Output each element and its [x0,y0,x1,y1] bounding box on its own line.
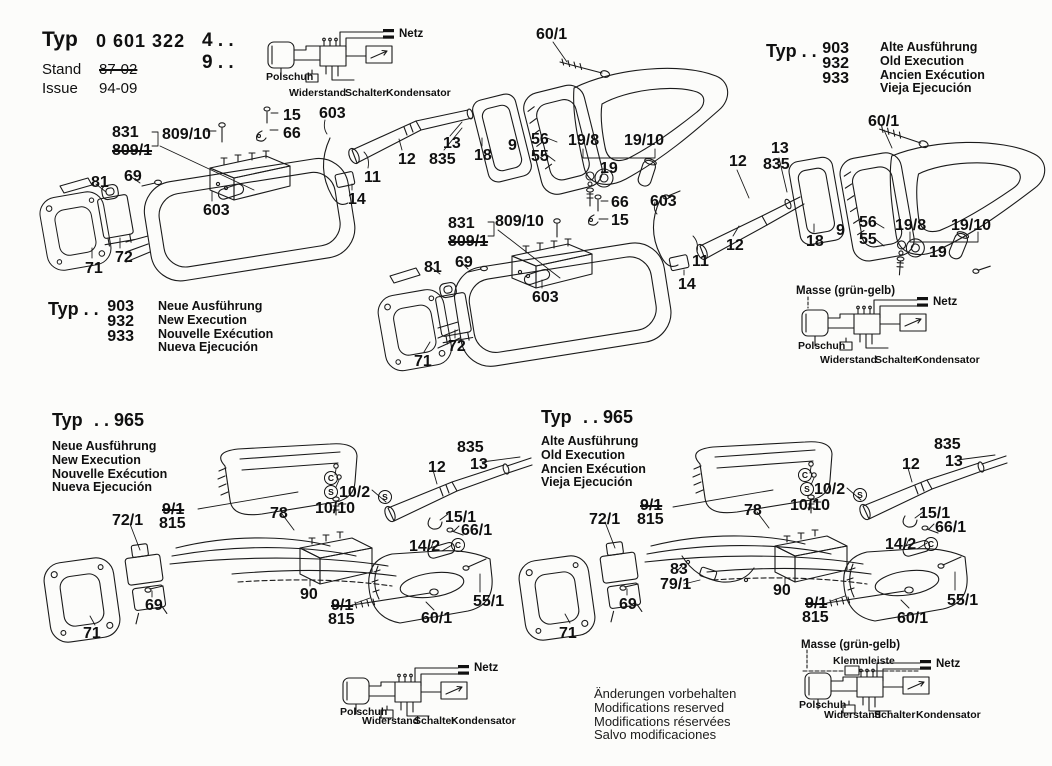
part-label: 14/2 [409,538,441,555]
part-label: 78 [744,502,762,519]
part-label: 81 [424,259,442,276]
exploded-view-top-left [37,107,473,285]
part-label: 835 [457,439,484,456]
part-label: 835 [763,156,790,173]
part-label: 81 [91,174,109,191]
part-label: 14/2 [885,536,917,553]
issue-value: 94-09 [99,80,138,97]
execution-line: Ancien Exécution [541,461,646,476]
part-label: 809/10 [495,213,544,230]
part-label: 66/1 [935,519,967,536]
execution-line: Neue Ausführung [158,299,263,313]
part-label: 79/1 [660,576,692,593]
wiring-label-masse: Masse (grün-gelb) [796,285,896,297]
part-label: 835 [934,436,961,453]
execution-list [52,440,167,495]
part-label: 14 [348,191,366,208]
circled-letter: S [324,485,338,499]
part-label: 15/1 [445,509,477,526]
model: 932 [107,313,134,330]
model: . . 965 [583,407,634,427]
execution-line: Nueva Ejecución [52,480,153,495]
wiring-label-polschuh: Polschuh [798,340,846,352]
part-label: 13 [470,456,488,473]
wiring-label-widerstand: Widerstand [289,87,347,99]
part-label: 69 [124,168,142,185]
part-label: 815 [637,511,664,528]
note-line: Änderungen vorbehalten [594,686,737,701]
part-label: 15 [611,212,629,229]
part-label: 83 [670,561,688,578]
wiring-label-kondensator: Kondensator [915,354,980,366]
note-line: Salvo modificaciones [594,727,717,743]
part-label: 19/8 [895,217,927,234]
handle-assembly-top-right [695,120,1047,285]
execution-line: Vieja Ejecución [880,81,972,96]
part-label: 69 [145,597,163,614]
wiring-label-widerstand: Widerstand [824,709,882,721]
part-label: 12 [729,153,747,170]
wiring-label-netz: Netz [933,296,958,308]
execution-list [158,300,273,355]
part-label: 72/1 [112,512,144,529]
part-label: 14 [678,276,696,293]
part-label: 10/2 [814,481,846,498]
model: 933 [107,328,134,345]
wiring-label-schalter: Schalter [345,87,387,99]
part-label: 72 [115,249,133,266]
part-label: 15 [283,107,301,124]
stand-label: Stand [42,61,82,78]
wiring-label-kondensator: Kondensator [451,715,516,727]
part-label: 19 [600,160,618,177]
part-label: 71 [83,625,101,642]
wiring-label-polschuh: Polschuh [799,699,847,711]
execution-line: Alte Ausführung [880,40,978,54]
part-label-struck: 9/1 [162,501,185,518]
part-label: 55/1 [947,592,979,609]
part-label: 60/1 [421,610,453,627]
execution-line: Nouvelle Exécution [52,466,168,481]
model-number: 0 601 322 [96,31,186,51]
wiring-label-polschuh: Polschuh [340,706,388,718]
part-label: 809/10 [162,126,211,143]
part-label: 60/1 [868,113,900,130]
part-label: 9 [508,137,517,154]
execution-line: Alte Ausführung [541,434,639,448]
part-label: 603 [203,202,230,219]
part-label: 66 [283,125,301,142]
model: 933 [822,70,849,87]
execution-list [880,41,985,96]
typ-label: Typ . . [766,41,817,61]
model: 903 [107,298,134,315]
issue-label: Issue [42,80,78,97]
wiring-label-schalter: Schalter [875,354,917,366]
execution-line: New Execution [158,312,247,327]
part-label-struck: 9/1 [640,497,663,514]
part-label: 15/1 [919,505,951,522]
typ-label: Typ [52,410,83,430]
typ-label: Typ . . [48,299,99,319]
wiring-label-schalter: Schalter [414,715,456,727]
part-label: 815 [159,515,186,532]
part-label: 11 [692,253,709,270]
variant-top: 4 . . [202,30,234,51]
part-label: 18 [806,233,824,250]
part-label: 72 [448,338,466,355]
model-list [813,41,849,86]
wiring-label-widerstand: Widerstand [362,715,420,727]
part-label: 9 [836,222,845,239]
execution-line: Old Execution [541,447,626,462]
part-label: 55 [531,148,549,165]
part-label: 78 [270,505,288,522]
wiring-label-masse: Masse (grün-gelb) [801,639,901,651]
circled-letter: C [924,537,938,551]
part-label: 12 [398,151,416,168]
part-label: 71 [85,260,103,277]
part-label: 90 [300,586,318,603]
circled-letter: C [451,538,465,552]
circled-letter: S [800,482,814,496]
execution-line: Nueva Ejecución [158,340,259,355]
part-label: 831 [448,215,475,232]
part-label: 10/2 [339,484,371,501]
part-label: 71 [559,625,577,642]
part-label: 66 [611,194,629,211]
part-label: 18 [474,147,492,164]
part-label: 69 [619,596,637,613]
wiring-label-schalter: Schalter [874,709,916,721]
circled-letter: S [853,488,867,502]
wiring-label-netz: Netz [936,658,961,670]
part-label: 19/10 [624,132,665,149]
circled-letter: C [324,471,338,485]
handle-assembly-top-middle [444,42,728,206]
execution-line: New Execution [52,452,141,467]
part-label: 55 [859,231,877,248]
wiring-label-klemmleiste: Klemmleiste [833,655,895,667]
part-label: 72/1 [589,511,621,528]
part-label: 11 [364,169,381,186]
part-label: 815 [802,609,829,626]
part-label: 56 [531,131,549,148]
part-label: 56 [859,214,877,231]
wiring-label-widerstand: Widerstand [820,354,878,366]
part-label: 55/1 [473,593,505,610]
wiring-label-netz: Netz [474,662,499,674]
part-label: 13 [771,140,789,157]
part-label: 69 [455,254,473,271]
wiring-label-kondensator: Kondensator [916,709,981,721]
part-label: 10/10 [790,497,831,514]
part-label: 12 [902,456,920,473]
model-list [98,299,134,344]
part-label: 815 [328,611,355,628]
typ-label: Typ [541,407,572,427]
model: 932 [822,55,849,72]
execution-line: Ancien Exécution [880,67,985,82]
part-label-struck: 9/1 [331,597,354,614]
stand-value: 87-02 [99,61,138,78]
part-label: 12 [726,237,744,254]
note-line: Modifications réservées [594,713,731,729]
model: . . 965 [94,410,145,430]
execution-line: Old Execution [880,53,965,68]
part-label: 19 [929,244,947,261]
part-label: 12 [428,459,446,476]
wiring-label-netz: Netz [399,28,424,40]
execution-line: Nouvelle Exécution [158,326,274,341]
part-label: 835 [429,151,456,168]
execution-list [541,435,646,490]
variant-bottom: 9 . . [202,52,234,73]
part-label-struck: 809/1 [112,142,153,159]
part-label: 603 [650,193,677,210]
part-label: 831 [112,124,139,141]
part-label: 60/1 [536,26,568,43]
wiring-label-polschuh: Polschuh [266,71,314,83]
typ-label: Typ [42,28,78,51]
part-label: 13 [945,453,963,470]
circled-letter: C [798,468,812,482]
part-label: 66/1 [461,522,493,539]
part-label: 603 [319,105,346,122]
execution-line: Neue Ausführung [52,439,157,453]
part-label: 10/10 [315,500,356,517]
part-label: 19/8 [568,132,600,149]
model: 903 [822,40,849,57]
execution-line: Vieja Ejecución [541,475,633,490]
part-label: 90 [773,582,791,599]
part-label-struck: 809/1 [448,233,489,250]
part-label: 19/10 [951,217,992,234]
part-label-struck: 9/1 [805,595,828,612]
part-label: 603 [532,289,559,306]
circled-letter: S [378,490,392,504]
modifications-note [594,687,736,742]
wiring-label-kondensator: Kondensator [386,87,451,99]
part-label: 60/1 [897,610,929,627]
part-label: 71 [414,353,432,370]
part-label: 13 [443,135,461,152]
note-line: Modifications reserved [594,699,725,715]
